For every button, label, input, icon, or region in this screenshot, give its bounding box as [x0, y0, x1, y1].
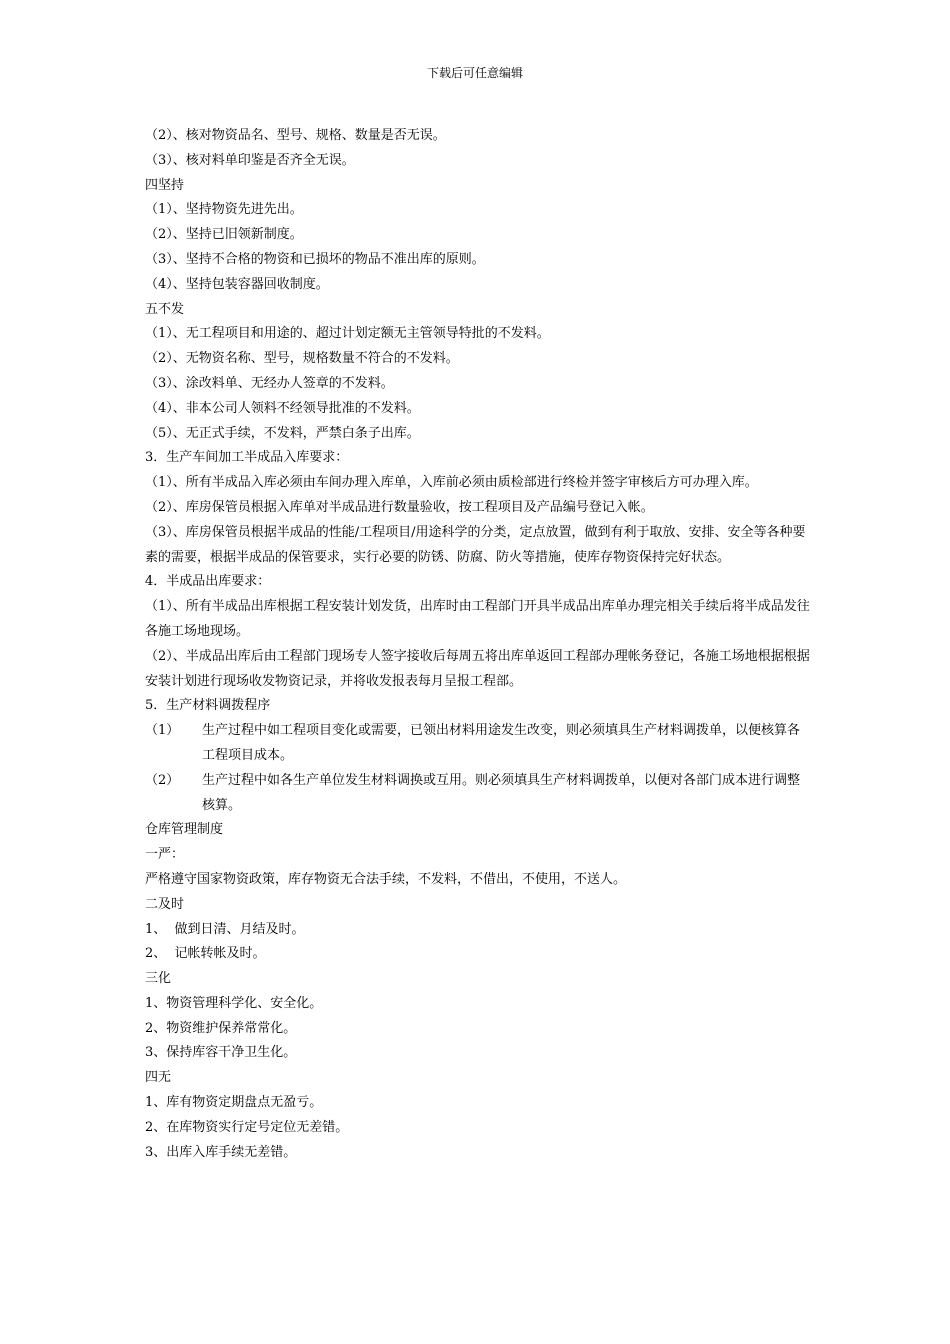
section-heading: 四无: [145, 1070, 172, 1086]
text-line: （1）、无工程项目和用途的、超过计划定额无主管领导特批的不发料。: [145, 326, 550, 342]
procedure-item-number: （2）: [145, 772, 180, 788]
text-line: 1、库有物资定期盘点无盈亏。: [145, 1095, 323, 1111]
text-line: （2）、库房保管员根据入库单对半成品进行数量验收，按工程项目及产品编号登记入帐。: [145, 499, 654, 515]
section-heading: 二及时: [145, 896, 185, 912]
procedure-item-text: 生产过程中如各生产单位发生材料调换或互用。则必须填具生产材料调拨单，以便对各部门成本进行调整核算。: [202, 772, 801, 813]
section-heading: 一严：: [145, 847, 185, 863]
section-heading: 四坚持: [145, 177, 185, 193]
procedure-item-text: 生产过程中如工程项目变化或需要，已领出材料用途发生改变，则必须填具生产材料调拨单，以便核算各工程项目成本。: [202, 723, 801, 763]
text-line: 2、在库物资实行定号定位无差错。: [145, 1119, 349, 1135]
text-line: （3）、核对料单印鉴是否齐全无误。: [145, 152, 355, 168]
text-line: （3）、坚持不合格的物资和已损坏的物品不准出库的原则。: [145, 251, 485, 267]
section-heading: 五不发: [145, 301, 185, 317]
section-heading: 5．生产材料调拨程序: [145, 698, 271, 714]
text-line: 3、保持库容干净卫生化。: [145, 1045, 297, 1061]
paragraph: （1）、所有半成品入库必须由车间办理入库单，入库前必须由质检部进行终检并签字审核后方可办理入库。: [145, 475, 758, 491]
text-line: （2）、坚持已旧领新制度。: [145, 227, 303, 243]
procedure-item: [145, 769, 810, 819]
section-heading: 三化: [145, 971, 172, 987]
text-line: （1）、坚持物资先进先出。: [145, 202, 303, 218]
paragraph: （2）、半成品出库后由工程部门现场专人签字接收后每周五将出库单返回工程部办理帐务登记，各施工场地根据根据安装计划进行现场收发物资记录，并将收发报表每月呈报工程部。: [145, 648, 810, 689]
text-line: 1、物资管理科学化、安全化。: [145, 995, 323, 1011]
page-header: 下载后可任意编辑: [426, 66, 523, 80]
text-line: （5）、无正式手续，不发料，严禁白条子出库。: [145, 425, 420, 441]
text-line: 2、物资维护保养常常化。: [145, 1020, 297, 1036]
paragraph: （1）、所有半成品出库根据工程安装计划发货，出库时由工程部门开具半成品出库单办理完相关手续后将半成品发往各施工场地现场。: [145, 599, 810, 639]
section-heading: 4．半成品出库要求：: [145, 574, 271, 590]
text-line: （4）、坚持包装容器回收制度。: [145, 276, 329, 292]
text-line: （2）、无物资名称、型号，规格数量不符合的不发料。: [145, 351, 459, 367]
text-line: 3、出库入库手续无差错。: [145, 1144, 297, 1160]
section-heading: 3．生产车间加工半成品入库要求：: [145, 450, 349, 466]
document-title: 仓库管理制度: [145, 822, 224, 838]
text-line: （4）、非本公司人领料不经领导批准的不发料。: [145, 400, 420, 416]
text-line: 2、 记帐转帐及时。: [145, 946, 266, 962]
text-line: 严格遵守国家物资政策，库存物资无合法手续，不发料，不借出，不使用，不送人。: [145, 871, 627, 887]
procedure-item-number: （1）: [145, 723, 180, 739]
text-line: （2）、核对物资品名、型号、规格、数量是否无误。: [145, 128, 446, 143]
procedure-item: [145, 719, 810, 769]
document-body: [145, 124, 810, 1165]
text-line: （3）、涂改料单、无经办人签章的不发料。: [145, 375, 394, 391]
text-line: 1、 做到日清、月结及时。: [145, 921, 305, 937]
paragraph: （3）、库房保管员根据半成品的性能/工程项目/用途科学的分类，定点放置，做到有利于取放、安排、安全等各种要素的需要，根据半成品的保管要求，实行必要的防锈、防腐、防火等措施，使库存物资保持完好状态。: [145, 524, 806, 565]
